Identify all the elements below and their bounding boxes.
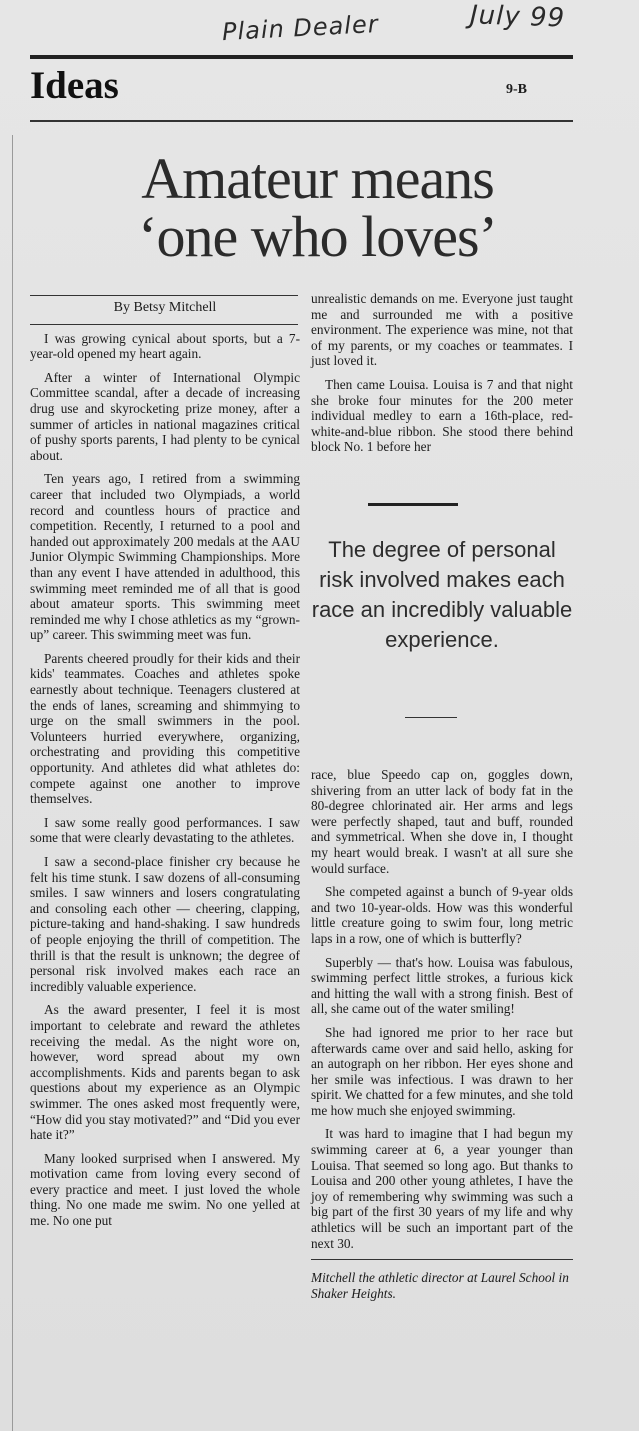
section-name: Ideas	[30, 64, 119, 107]
byline-rule-top	[30, 295, 298, 296]
section-rule	[30, 120, 573, 122]
author-note-rule	[311, 1259, 573, 1260]
paragraph: It was hard to imagine that I had begun my swimming career at 6, a year younger than Louisa. That seemed so long ago. But thanks to Louisa and 200 other young athletes, I have the joy of remembering why swimming was such a big part of the first 30 years of my life and why athletics will be such an important part of the next 30.	[311, 1126, 573, 1251]
paragraph: After a winter of International Olympic Committee scandal, after a decade of increasing drug use and skyrocketing prize money, after a summer of articles in national magazines critical of pushy sports parents, I had plenty to be cynical about.	[30, 369, 300, 463]
paragraph: Ten years ago, I retired from a swimming career that included two Olympiads, a world record and countless hours of practice and competition. Recently, I returned to a pool and handed out approximately 200 medals at the AAU Junior Olympic Swimming Championships. More than any event I have attended in adulthood, this swimming meet reminded me of all that is good about amateur sports. This swimming meet reminded me why I chose athletics as my “grown-up” career. This swimming meet was fun.	[30, 471, 300, 643]
paragraph: I saw some really good performances. I saw some that were clearly devastating to the athletes.	[30, 814, 300, 846]
author-note: Mitchell the athletic director at Laurel School in Shaker Heights.	[311, 1270, 569, 1301]
handwritten-paper-name: Plain Dealer	[221, 9, 380, 47]
article-column-left	[30, 300, 300, 1237]
paragraph: I was growing cynical about sports, but a 7-year-old opened my heart again.	[30, 330, 300, 362]
paragraph: I saw a second-place finisher cry because he felt his time stunk. I saw dozens of all-consuming smiles. I saw winners and losers congratulating and consoling each other — cheering, clapping, picture-taking and hand-shaking. I saw hundreds of people enjoying the thrill of competition. The thrill is that the result is unknown; the degree of personal risk involved makes each race an incredibly valuable experience.	[30, 854, 300, 994]
paragraph: Many looked surprised when I answered. My motivation came from loving every second of every practice and meet. I just loved the whole thing. No one made me swim. No one yelled at me. No one put	[30, 1150, 300, 1229]
page-number: 9-B	[506, 82, 527, 97]
paragraph: She competed against a bunch of 9-year olds and two 10-year-olds. How was this wonderful little creature going to swim four, long metric laps in a row, one of which is butterfly?	[311, 884, 573, 946]
paragraph: As the award presenter, I feel it is most important to celebrate and reward the athletes receiving the medal. As the night wore on, however, word spread about my own accomplishments. Kids and parents began to ask questions about my experience as an Olympic swimmer. The ones asked most frequently were, “How did you stay motivated?” and “Did you ever hate it?”	[30, 1002, 300, 1143]
paragraph: Superbly — that's how. Louisa was fabulous, swimming perfect little strokes, a furious kick and hitting the wall with a strong finish. Best of all, she came out of the water smiling!	[311, 954, 573, 1017]
paragraph: Then came Louisa. Louisa is 7 and that night she broke four minutes for the 200 meter individual medley to earn a 16th-place, red-white-and-blue ribbon. She stood there behind block No. 1 before her	[311, 376, 573, 455]
paragraph: race, blue Speedo cap on, goggles down, shivering from an utter lack of body fat in the 80-degree chlorinated air. Her arms and legs were perfectly shaped, taut and buff, rounded and symmetrical. When she dove in, I thought my heart would break. I wasn't at all sure she would surface.	[311, 767, 573, 876]
top-rule	[30, 55, 573, 59]
paragraph: Parents cheered proudly for their kids and their kids' teammates. Coaches and athletes spoke earnestly about technique. Teenagers clustered at the ends of lanes, screaming and shimmying to urge on the small swimmers in the pool. Volunteers hurried everywhere, organizing, orchestrating and providing this competitive opportunity. And athletes did what athletes do: compete against one another to improve themselves.	[30, 650, 300, 807]
byline-rule-bottom	[30, 324, 298, 325]
byline: By Betsy Mitchell	[113, 300, 217, 315]
paragraph: She had ignored me prior to her race but afterwards came over and said hello, asking for an autograph on her ribbon. Her eyes shone and her smile was infectious. I was drawn to her spirit. We chatted for a few minutes, and she told me how much she enjoyed swimming.	[311, 1024, 573, 1118]
paragraph: unrealistic demands on me. Everyone just taught me and surrounded me with a positive environment. The experience was mine, not that of my parents, or my coaches or teammates. I just loved it.	[311, 291, 573, 369]
article-column-right-top	[311, 291, 573, 463]
article-column-right-bottom	[311, 767, 573, 1309]
pull-quote: The degree of personal risk involved makes each race an incredibly valuable experience.	[311, 537, 573, 652]
clipping-edge	[12, 135, 13, 1431]
headline-line-1: Amateur means	[141, 146, 494, 211]
headline-line-2: ‘one who loves’	[138, 204, 497, 269]
handwritten-date: July 99	[469, 0, 566, 34]
headline	[60, 146, 575, 269]
pull-quote-rule-bottom	[405, 717, 457, 718]
pull-quote-rule-top	[368, 503, 458, 506]
